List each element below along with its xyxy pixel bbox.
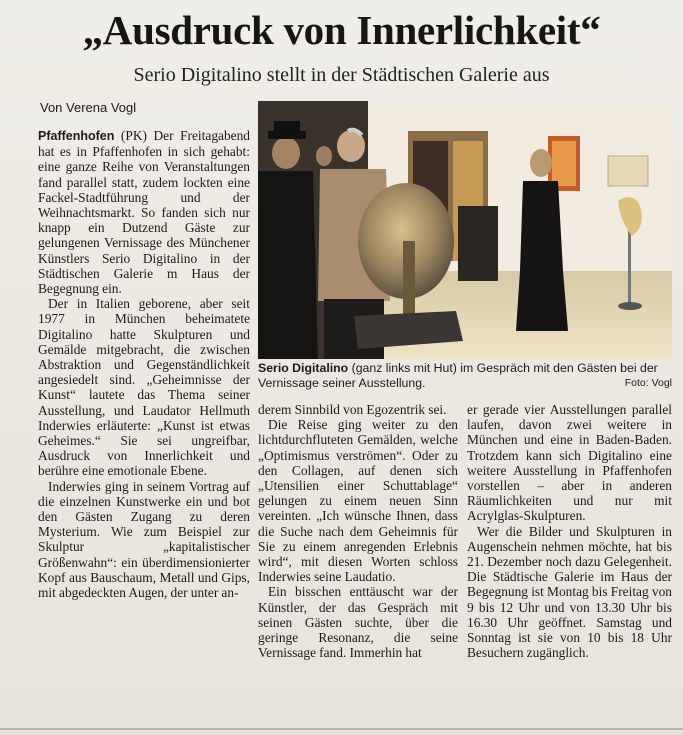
col2-paragraph-2: Die Reise ging weiter zu den lichtdurchfluteten Gemälden, welche „Optimismus verströmen“. Oder zu den Collagen, auf denen sich „Utensilien einer Schuttablage“ gelungen zu einem neuen Sinn vereinten. „Ich wünsche Ihnen, dass die Suche nach dem Geheimnis für Sie zu einem anregenden Erlebnis wird“, mit diesen Worten schloss Inderwies seine Laudatio.: [258, 417, 458, 585]
column-1: [38, 128, 250, 600]
headline: „Ausdruck von Innerlichkeit“: [82, 7, 601, 53]
col1-paragraph-2: Der in Italien geborene, aber seit 1977 in München beheimatete Digitalino hatte Skulpturen und Gemälde mitgebracht, die zwischen Abstraktion und Gegenständlichkeit angesiedelt sind. „Geheimnisse der Kunst“ lautete das Thema seiner Ausstellung, und Laudator Hellmuth Inderwies erläuterte: „Kunst ist etwas Geheimes.“ Sie sei ungreifbar, Ausdruck von Innerlichkeit und berühre eine emotionale Ebene.: [38, 296, 250, 479]
col1-paragraph-1: (PK) Der Freitagabend hat es in Pfaffenhofen in sich gehabt: eine ganze Reihe von Veranstaltungen fand parallel statt, zudem lockten eine Fackel-Stadtführung und der Weihnachtsmarkt. So fanden sich nur knapp ein Dutzend Gäste zur gelungenen Vernissage des Münchener Künstlers Serio Digitalino in der Städtischen Galerie m Haus der Begegnung ein.: [38, 128, 250, 297]
col1-paragraph-3: Inderwies ging in seinem Vortrag auf die einzelnen Kunstwerke ein und bot den Gästen Zugang zu deren Mysterium. Wie zum Beispiel zur Skulptur „kapitalistischer Größenwahn“: ein überdimensionierter Kopf aus Bauschaum, Metall und Gips, mit abgedeckten Augen, der unter an-: [38, 478, 250, 601]
caption-text: (ganz links mit Hut) im Gespräch mit den Gästen bei der Vernissage seiner Ausstellung.: [258, 361, 658, 390]
photo-caption: [258, 361, 672, 391]
gallery-photo: [258, 101, 672, 359]
subheadline: Serio Digitalino stellt in der Städtischen Galerie aus: [133, 64, 550, 86]
photo-credit: Foto: Vogl: [624, 377, 672, 389]
bottom-rule: [0, 728, 683, 730]
column-2: [258, 402, 458, 660]
col3-paragraph-1: er gerade vier Ausstellungen parallel laufen, davon zwei weitere in München und eine in Baden-Baden. Trotzdem kann sich Digitalino eine weitere Ausstellung in Pfaffenhofen vorstellen – aber in anderen Räumlichkeiten und nur mit Acrylglas-Skulpturen.: [467, 402, 672, 524]
col2-paragraph-3: Ein bisschen enttäuscht war der Künstler, der das Gespräch mit seinen Gästen suchte, über die geringe Resonanz, die seine Vernissage fand. Immerhin hat: [258, 584, 458, 661]
dateline: Pfaffenhofen: [38, 129, 115, 143]
caption-name: Serio Digitalino: [258, 361, 349, 375]
byline: Von Verena Vogl: [40, 100, 137, 115]
column-3: [467, 402, 672, 660]
col2-paragraph-1: derem Sinnbild von Egozentrik sei.: [258, 402, 447, 417]
col3-paragraph-2: Wer die Bilder und Skulpturen in Augenschein nehmen möchte, hat bis 21. Dezember noch dazu Gelegenheit. Die Städtische Galerie im Haus der Begegnung ist Montag bis Freitag von 9 bis 12 Uhr und von 13.30 Uhr bis 16.30 Uhr geöffnet. Samstag und Sonntag ist sie von 10 bis 18 Uhr Besuchern zugänglich.: [467, 523, 672, 661]
photo-illustration: [258, 101, 672, 359]
